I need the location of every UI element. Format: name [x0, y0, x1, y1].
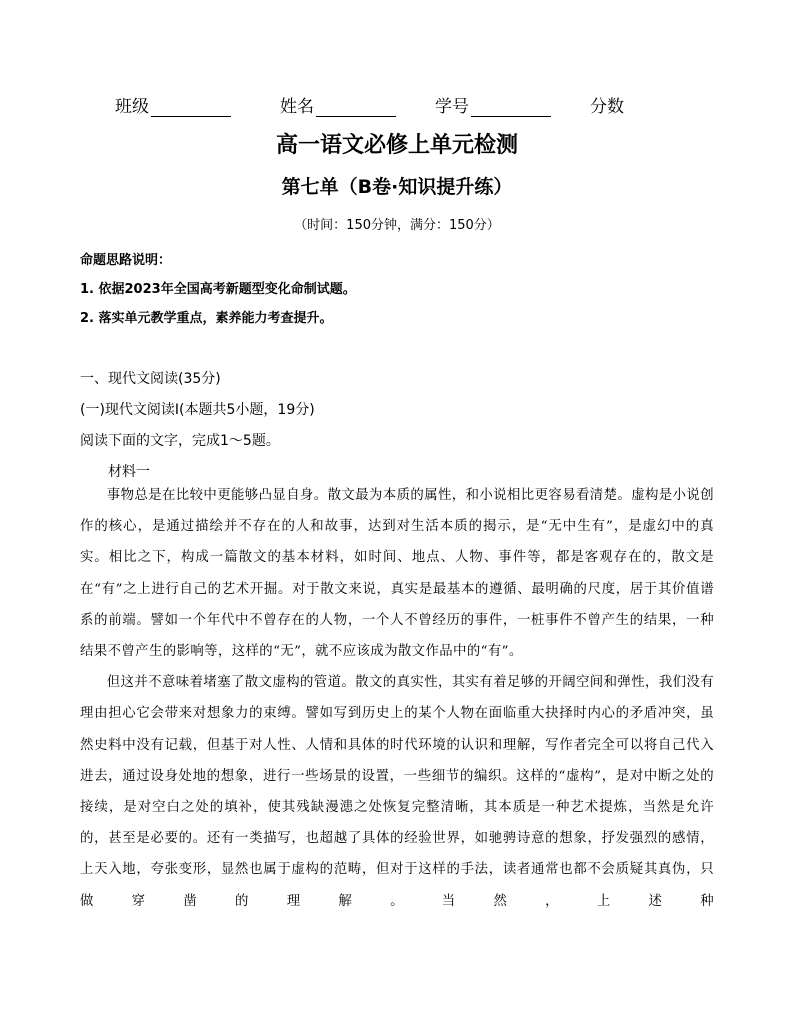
design-notes-heading: 命题思路说明：	[80, 253, 172, 268]
name-field[interactable]	[280, 92, 396, 117]
student-info-fields	[115, 92, 675, 120]
reading-passage	[80, 480, 714, 917]
student-id-field[interactable]	[435, 92, 551, 117]
score-field	[590, 92, 624, 117]
score-label: 分数	[590, 97, 624, 117]
reading-section	[80, 364, 720, 488]
design-notes	[80, 246, 720, 333]
page-title: 高一语文必修上单元检测	[275, 133, 518, 158]
exam-time-score-info: （时间：150分钟，满分：150分）	[294, 218, 500, 233]
name-label: 姓名	[280, 97, 314, 117]
class-blank-line[interactable]	[151, 98, 231, 117]
reading-instruction: 阅读下面的文字，完成1～5题。	[80, 433, 280, 449]
section-heading: 一、现代文阅读(35分)	[80, 371, 221, 387]
design-note-item: 1. 依据2023年全国高考新题型变化命制试题。	[80, 282, 356, 297]
subsection-heading: (一)现代文阅读Ⅰ(本题共5小题，19分)	[80, 402, 315, 418]
passage-paragraph: 但这并不意味着堵塞了散文虚构的管道。散文的真实性，其实有着足够的开阔空间和弹性，我们没有理由担心它会带来对想象力的束缚。譬如写到历史上的某个人物在面临重大抉择时内心的矛盾冲突，虽然史料中没有记载，但基于对人性、人情和具体的时代环境的认识和理解，写作者完全可以将自己代入进去，通过设身处地的想象，进行一些场景的设置，一些细节的编织。这样的“虚构”，是对中断之处的接续，是对空白之处的填补，使其残缺漫漶之处恢复完整清晰，其本质是一种艺术提炼，当然是允许的，甚至是必要的。还有一类描写，也超越了具体的经验世界，如驰骋诗意的想象，抒发强烈的感情，上天入地，夸张变形，显然也属于虚构的范畴，但对于这样的手法，读者通常也都不会质疑其真伪，只做穿凿的理解。当然，上述种	[80, 675, 714, 909]
design-note-item: 2. 落实单元教学重点，素养能力考查提升。	[80, 311, 333, 326]
passage-paragraph: 事物总是在比较中更能够凸显自身。散文最为本质的属性，和小说相比更容易看清楚。虚构是小说创作的核心，是通过描绘并不存在的人和故事，达到对生活本质的揭示，是“无中生有”，是虚幻中的真实。相比之下，构成一篇散文的基本材料，如时间、地点、人物、事件等，都是客观存在的，散文是在“有”之上进行自己的艺术开掘。对于散文来说，真实是最基本的遵循、最明确的尺度，居于其价值谱系的前端。譬如一个年代中不曾存在的人物，一个人不曾经历的事件，一桩事件不曾产生的结果，一种结果不曾产生的影响等，这样的“无”，就不应该成为散文作品中的“有”。	[80, 488, 714, 660]
name-blank-line[interactable]	[316, 98, 396, 117]
material-label: 材料一	[108, 464, 150, 480]
class-label: 班级	[115, 97, 149, 117]
class-field[interactable]	[115, 92, 231, 117]
student-id-label: 学号	[435, 97, 469, 117]
page-subtitle: 第七单（B卷·知识提升练）	[281, 176, 513, 198]
student-id-blank-line[interactable]	[471, 98, 551, 117]
